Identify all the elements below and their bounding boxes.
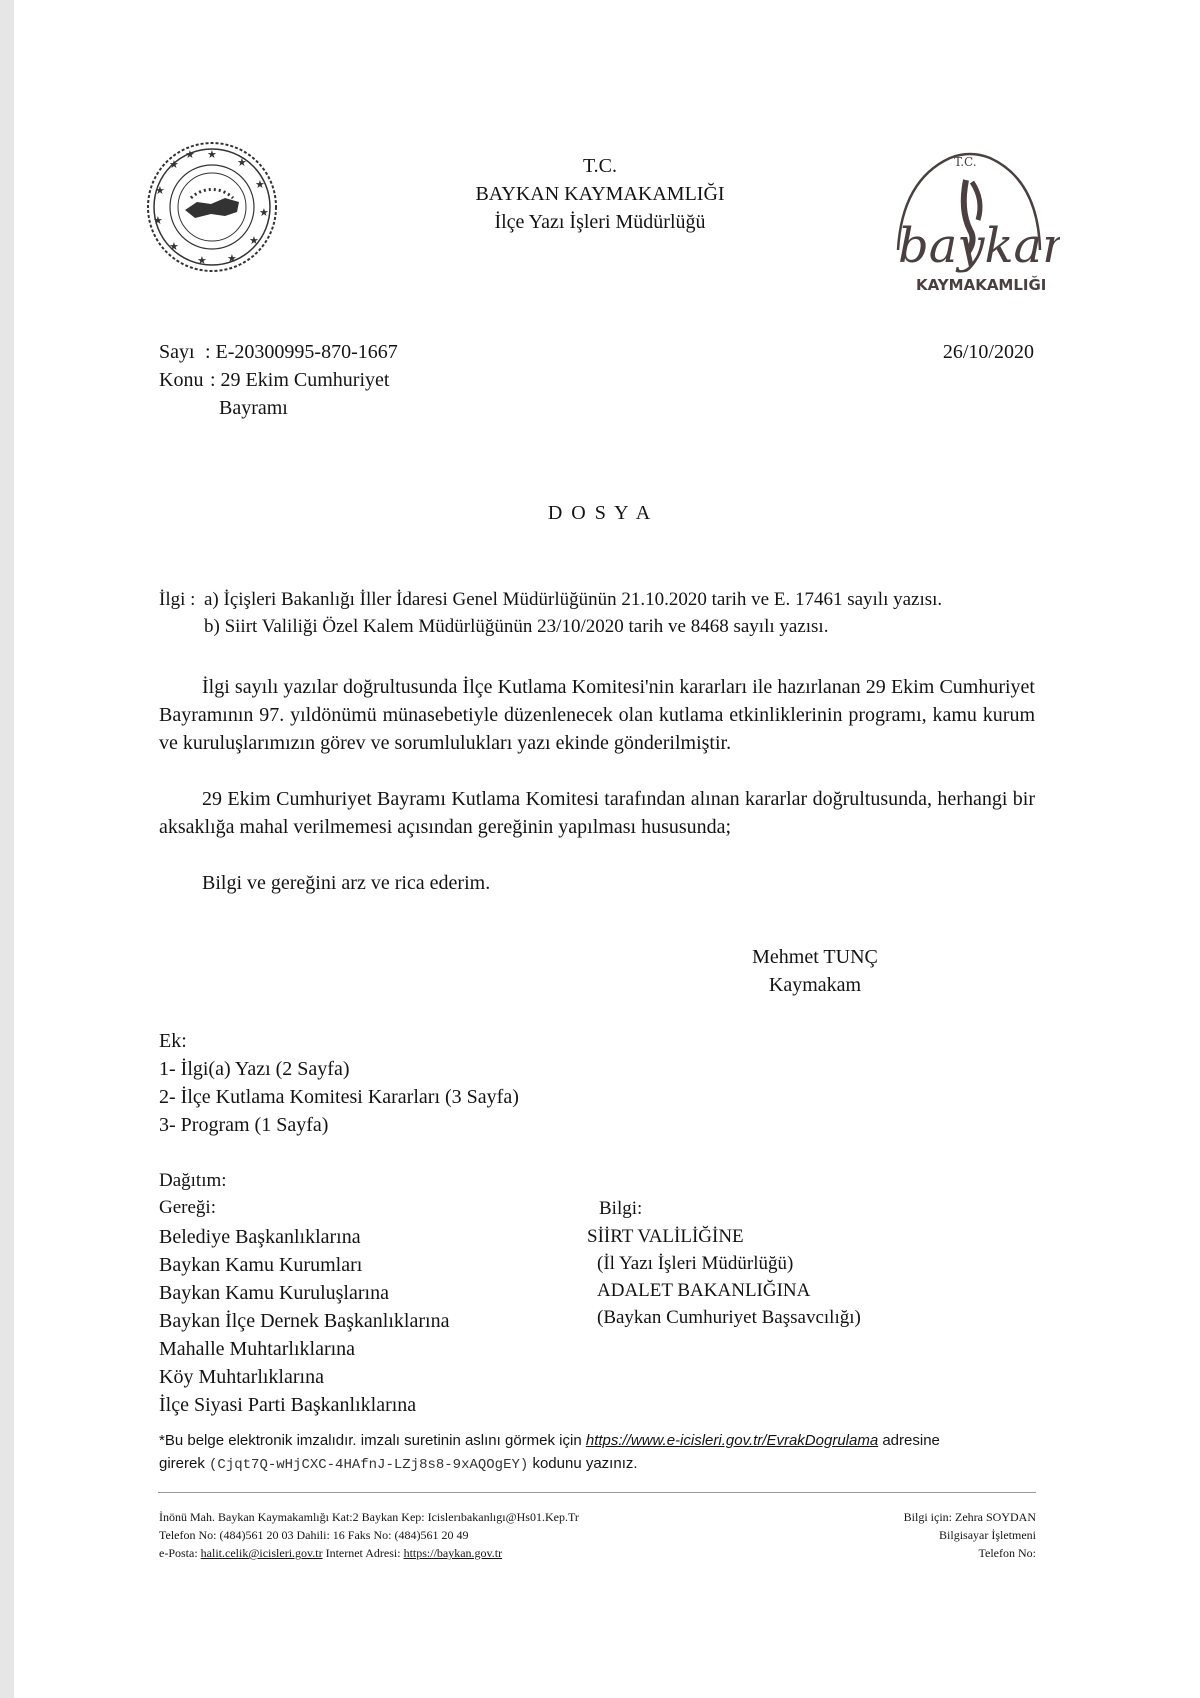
verification-text: kodunu yazınız. bbox=[528, 1455, 638, 1472]
geregi-item: Mahalle Muhtarlıklarına bbox=[159, 1338, 356, 1360]
bilgi-item: (İl Yazı İşleri Müdürlüğü) bbox=[597, 1253, 794, 1274]
attachment-item: 2- İlçe Kutlama Komitesi Kararları (3 Sayfa) bbox=[159, 1086, 519, 1108]
verification-text: *Bu belge elektronik imzalıdır. imzalı suretinin aslını görmek için bbox=[159, 1432, 586, 1449]
sayi-label: Sayı bbox=[159, 341, 195, 363]
geregi-item: Baykan Kamu Kurumları bbox=[159, 1254, 363, 1276]
logo-subtitle-text: KAYMAKAMLIĞI bbox=[916, 276, 1047, 294]
body-paragraph-2: 29 Ekim Cumhuriyet Bayramı Kutlama Komitesi tarafından alınan kararlar doğrultusunda, herhangi bir aksaklığa mahal verilmemesi açısından gereğinin yapılması hususunda; bbox=[159, 788, 1035, 838]
sayi-value: : E-20300995-870-1667 bbox=[205, 341, 398, 363]
attachment-item: 3- Program (1 Sayfa) bbox=[159, 1114, 329, 1136]
svg-text:★: ★ bbox=[207, 148, 217, 161]
verification-line-1 bbox=[159, 1430, 940, 1452]
svg-text:★: ★ bbox=[197, 254, 207, 267]
web-label: Internet Adresi: bbox=[322, 1546, 404, 1560]
body-paragraph-3: Bilgi ve gereğini arz ve rica ederim. bbox=[202, 872, 491, 894]
geregi-item: Baykan Kamu Kuruluşlarına bbox=[159, 1282, 389, 1304]
konu-label: Konu bbox=[159, 369, 204, 391]
verification-link[interactable]: https://www.e-icisleri.gov.tr/EvrakDogrulama bbox=[585, 1432, 879, 1449]
konu-value-line2: Bayramı bbox=[219, 397, 288, 419]
svg-text:★: ★ bbox=[185, 148, 195, 161]
footer-divider bbox=[158, 1492, 1036, 1493]
verification-code: (Cjqt7Q-wHjCXC-4HAfnJ-LZj8s8-9xAQOgEY) bbox=[209, 1457, 529, 1473]
document-date: 26/10/2020 bbox=[942, 341, 1034, 363]
bilgi-item: ADALET BAKANLIĞINA bbox=[597, 1280, 811, 1301]
scan-edge bbox=[0, 0, 14, 1698]
ilgi-label: İlgi : bbox=[159, 589, 196, 610]
svg-text:★: ★ bbox=[255, 178, 265, 191]
footer-contact bbox=[159, 1545, 502, 1562]
signature-name: Mehmet TUNÇ bbox=[752, 946, 878, 968]
ilgi-item-b: b) Siirt Valiliği Özel Kalem Müdürlüğünün 23/10/2020 tarih ve 8468 sayılı yazısı. bbox=[204, 616, 829, 637]
svg-text:★: ★ bbox=[169, 240, 179, 253]
konu-value: : 29 Ekim Cumhuriyet bbox=[210, 369, 390, 391]
bilgi-label: Bilgi: bbox=[599, 1198, 643, 1219]
geregi-item: İlçe Siyasi Parti Başkanlıklarına bbox=[159, 1394, 417, 1416]
distribution-label: Dağıtım: bbox=[159, 1170, 227, 1191]
geregi-item: Belediye Başkanlıklarına bbox=[159, 1226, 361, 1248]
footer-info-role: Bilgisayar İşletmeni bbox=[939, 1528, 1036, 1542]
header-institution: BAYKAN KAYMAKAMLIĞI bbox=[475, 183, 725, 205]
logo-tc-text: T.C. bbox=[954, 155, 977, 169]
header-department: İlçe Yazı İşleri Müdürlüğü bbox=[494, 211, 706, 233]
svg-text:★: ★ bbox=[155, 184, 165, 197]
svg-text:★: ★ bbox=[169, 158, 179, 171]
geregi-label: Gereği: bbox=[159, 1197, 216, 1218]
footer-web-link[interactable]: https://baykan.gov.tr bbox=[403, 1546, 503, 1560]
svg-text:★: ★ bbox=[259, 206, 269, 219]
footer-address: İnönü Mah. Baykan Kaymakamlığı Kat:2 Baykan Kep: Icislerıbakanlıgı@Hs01.Kep.Tr bbox=[159, 1510, 579, 1524]
footer-info-contact: Bilgi için: Zehra SOYDAN bbox=[903, 1510, 1036, 1524]
footer-info-phone: Telefon No: bbox=[978, 1546, 1036, 1560]
body-paragraph-1: İlgi sayılı yazılar doğrultusunda İlçe Kutlama Komitesi'nin kararları ile hazırlanan 29 Ekim Cumhuriyet Bayramının 97. yıldönümü münasebetiyle düzenlenecek olan kutlama etkinliklerinin programı, kamu kurum ve kuruluşlarımızın görev ve sorumlulukları yazı ekinde gönderilmiştir. bbox=[159, 676, 1035, 754]
baykan-logo bbox=[880, 140, 1060, 300]
verification-line-2 bbox=[159, 1453, 638, 1476]
bilgi-item: SİİRT VALİLİĞİNE bbox=[587, 1226, 744, 1247]
footer-email-link[interactable]: halit.celik@icisleri.gov.tr bbox=[200, 1546, 323, 1560]
svg-text:★: ★ bbox=[153, 214, 163, 227]
attachment-item: 1- İlgi(a) Yazı (2 Sayfa) bbox=[159, 1058, 350, 1080]
verification-text: girerek bbox=[159, 1455, 210, 1472]
logo-name-text: baykan bbox=[898, 218, 1060, 274]
svg-text:★: ★ bbox=[237, 156, 247, 169]
svg-text:★: ★ bbox=[249, 234, 259, 247]
signature-title: Kaymakam bbox=[768, 974, 862, 996]
ministry-seal-logo bbox=[145, 140, 280, 275]
attachments-label: Ek: bbox=[159, 1030, 187, 1052]
footer-phone: Telefon No: (484)561 20 03 Dahili: 16 Faks No: (484)561 20 49 bbox=[159, 1528, 469, 1542]
geregi-item: Baykan İlçe Dernek Başkanlıklarına bbox=[159, 1310, 450, 1332]
header-tc: T.C. bbox=[582, 155, 618, 177]
document-heading: D O S Y A bbox=[547, 502, 653, 524]
ilgi-item-a: a) İçişleri Bakanlığı İller İdaresi Genel Müdürlüğünün 21.10.2020 tarih ve E. 17461 sayılı yazısı. bbox=[204, 589, 943, 610]
bilgi-item: (Baykan Cumhuriyet Başsavcılığı) bbox=[597, 1307, 861, 1328]
email-label: e-Posta: bbox=[159, 1546, 201, 1560]
geregi-item: Köy Muhtarlıklarına bbox=[159, 1366, 324, 1388]
svg-text:★: ★ bbox=[227, 252, 237, 265]
verification-text: adresine bbox=[878, 1432, 940, 1449]
